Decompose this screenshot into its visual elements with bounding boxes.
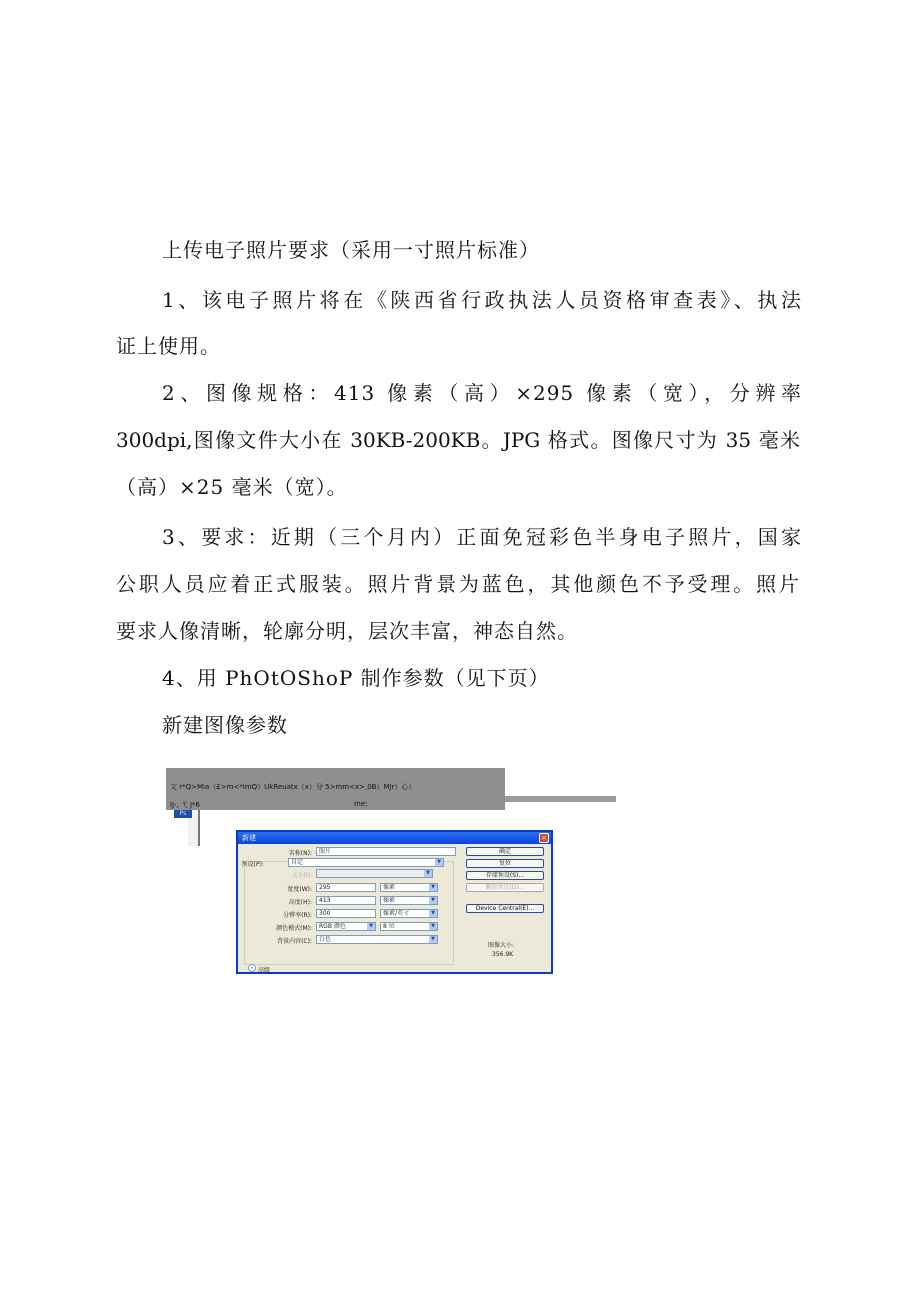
width-unit: 像素: [383, 884, 396, 891]
chevron-down-icon: ▼: [429, 936, 437, 943]
close-icon[interactable]: ×: [539, 833, 549, 843]
ps-menubar-text: 文 r*Q>Mia（£>m<*ImQ）UkReuatx（x）分 5>mm<x>,0B）MJr）心）: [170, 783, 416, 791]
background-label: 背景内容(C):: [277, 938, 312, 945]
background-select[interactable]: [316, 935, 438, 944]
color-mode-label: 颜色模式(M):: [276, 925, 312, 932]
height-unit-select[interactable]: [380, 896, 438, 905]
doc-title: 上传电子照片要求（采用一寸照片标准）: [162, 238, 540, 262]
dialog-title: 新建: [242, 834, 256, 842]
ps-options-bar-edge: [505, 796, 616, 802]
ok-button[interactable]: 确定: [466, 847, 544, 856]
chevron-down-icon: ▼: [429, 923, 437, 930]
width-input[interactable]: 295: [316, 883, 376, 892]
width-label: 宽度(W):: [287, 886, 312, 893]
ps-app-badge: Ps: [174, 810, 192, 818]
save-preset-button[interactable]: 存储预设(S)...: [466, 871, 544, 880]
chevron-down-icon: ▼: [429, 910, 437, 917]
image-size-label: 图像大小:: [488, 942, 515, 949]
ps-toolbar-text-left: lJ-, 弋 J*6: [170, 801, 200, 809]
dialog-body: [238, 844, 551, 974]
size-select[interactable]: [316, 869, 433, 878]
resolution-input[interactable]: 300: [316, 909, 376, 918]
dialog-titlebar: [238, 832, 551, 844]
paragraph-4: 4、用 PhOtOShoP 制作参数（见下页）: [162, 666, 550, 690]
paragraph-1-line-1: 1、该电子照片将在《陕西省行政执法人员资格审查表》、执法: [162, 288, 802, 312]
bit-depth-select[interactable]: [380, 922, 438, 931]
background-value: 白色: [319, 936, 332, 943]
paragraph-2-line-2: 300dpi,图像文件大小在 30KB-200KB。JPG 格式。图像尺寸为 35 毫米: [116, 428, 800, 452]
device-central-button[interactable]: Device Central(E)...: [466, 904, 544, 913]
preset-label: 预设(P):: [241, 861, 264, 868]
ps-menubar: [166, 768, 505, 810]
color-mode-select[interactable]: [316, 922, 376, 931]
photoshop-screenshot: [166, 768, 618, 978]
height-label: 高度(H):: [288, 899, 312, 906]
height-input[interactable]: 413: [316, 896, 376, 905]
bit-depth-value: 8 位: [383, 923, 395, 930]
preset-value: 自定: [291, 859, 304, 866]
paragraph-5: 新建图像参数: [162, 713, 288, 737]
preset-select[interactable]: [288, 858, 444, 867]
chevron-down-icon: ▼: [367, 923, 375, 930]
paragraph-3-line-1: 3、要求：近期（三个月内）正面免冠彩色半身电子照片，国家: [162, 525, 802, 549]
paragraph-1-line-2: 证上使用。: [116, 334, 221, 358]
color-mode-value: RGB 颜色: [319, 923, 346, 930]
paragraph-2-line-1: 2、图像规格：413 像素（高）×295 像素（宽），分辨率: [162, 381, 802, 405]
chevron-down-icon: ▼: [424, 870, 432, 877]
advanced-label: 高级: [258, 967, 271, 974]
paragraph-3-line-3: 要求人像清晰，轮廓分明，层次丰富，神态自然。: [116, 619, 578, 643]
height-unit: 像素: [383, 897, 396, 904]
advanced-toggle-icon[interactable]: »: [248, 964, 256, 972]
chevron-down-icon: ▼: [435, 859, 443, 866]
chevron-down-icon: ▼: [429, 884, 437, 891]
new-image-dialog: [236, 830, 553, 974]
name-label: 名称(N):: [288, 850, 312, 857]
width-unit-select[interactable]: [380, 883, 438, 892]
name-input[interactable]: 照片: [316, 847, 456, 856]
resolution-unit: 像素/英寸: [383, 910, 410, 917]
size-label: 大小(I):: [291, 872, 312, 879]
paragraph-2-line-3: （高）×25 毫米（宽）。: [116, 475, 348, 499]
chevron-down-icon: ▼: [429, 897, 437, 904]
delete-preset-button[interactable]: 删除预设(D)...: [466, 883, 544, 892]
image-size-value: 356.9K: [492, 951, 514, 958]
resolution-label: 分辨率(R):: [283, 912, 312, 919]
ps-toolbar-text-right: me:: [354, 800, 368, 808]
paragraph-3-line-2: 公职人员应着正式服装。照片背景为蓝色，其他颜色不予受理。照片: [116, 572, 800, 596]
reset-button[interactable]: 复位: [466, 859, 544, 868]
resolution-unit-select[interactable]: [380, 909, 438, 918]
